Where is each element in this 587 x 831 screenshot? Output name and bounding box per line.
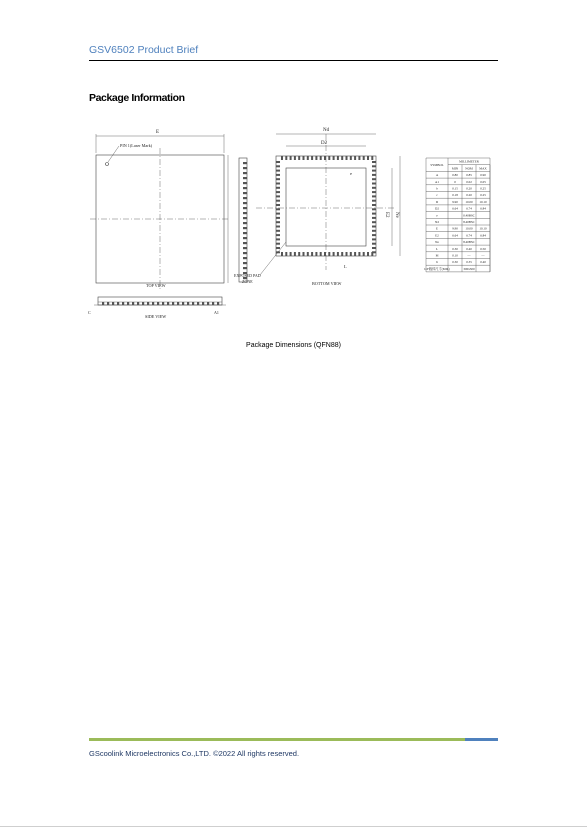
profile-lead [243,207,247,209]
dimension-label-e: E [156,130,160,135]
table-cell: 0.30 [452,246,458,251]
side-lead [197,302,199,305]
bottom-pad [276,208,280,210]
table-cell: M [435,253,439,258]
side-view-leads [102,302,219,305]
bottom-pad [372,170,376,172]
table-cell: A [435,173,439,178]
table-cell: 6.84 [480,233,486,238]
profile-lead [243,232,247,234]
bottom-pad [320,156,322,160]
table-cell: Nd [435,219,439,224]
bottom-pad [276,221,280,223]
package-drawing-figure [80,120,500,330]
bottom-pad [276,234,280,236]
profile-lead [243,222,247,224]
figure-caption: Package Dimensions (QFN88) [246,342,341,349]
table-cell: — [481,253,485,258]
profile-lead [243,227,247,229]
bottom-pad [372,195,376,197]
table-cell: E2 [435,233,439,238]
bottom-pad [372,161,376,163]
bottom-pad [372,238,376,240]
profile-lead [243,182,247,184]
bottom-pad [276,183,280,185]
bottom-pad [346,252,348,256]
profile-lead [243,217,247,219]
exposed-pad-zone-label: ZONE [242,279,253,284]
side-lead [117,302,119,305]
table-cell: 9.90 [452,226,458,231]
bottom-pad [298,156,300,160]
bottom-pad [363,156,365,160]
bottom-pad [276,247,280,249]
dimension-label-nd: Nd [323,128,330,133]
profile-lead [243,267,247,269]
table-cell: 10.00 [465,226,473,231]
profile-lead [243,212,247,214]
bottom-pad [303,252,305,256]
table-cell: D [435,199,439,204]
table-cell: c [436,193,438,198]
table-cell: 6.84 [480,206,486,211]
bottom-pad [358,252,360,256]
bottom-pad [367,156,369,160]
side-lead [207,302,209,305]
package-dimensions-drawing [80,120,500,330]
page-edge-rule [0,826,587,827]
bottom-pad [333,156,335,160]
side-lead [212,302,214,305]
bottom-pad [372,174,376,176]
table-cell: 10.00 [465,199,473,204]
bottom-pad [276,230,280,232]
bottom-pad [372,191,376,193]
side-lead [157,302,159,305]
table-cell: 0.20 [466,186,472,191]
bottom-pad [372,221,376,223]
bottom-pad [276,174,280,176]
profile-lead [243,237,247,239]
side-lead [182,302,184,305]
bottom-pad [372,208,376,210]
bottom-pad [324,252,326,256]
bottom-view-label: BOTTOM VIEW [312,281,342,286]
footer-bar-blue [465,738,498,741]
bottom-pad [276,170,280,172]
profile-lead [243,257,247,259]
table-cell: L [436,246,438,251]
table-cell: 6.74 [466,233,472,238]
table-cell: 6.74 [466,206,472,211]
bottom-pad [354,156,356,160]
dimension-table [424,158,490,272]
bottom-pad [367,252,369,256]
footer-color-bar [89,738,498,741]
bottom-view [256,134,400,270]
side-lead [122,302,124,305]
header-divider [89,60,498,61]
bottom-pad [358,156,360,160]
profile-lead [243,202,247,204]
bottom-pad [372,243,376,245]
bottom-pad [315,156,317,160]
table-cell: h [436,260,438,265]
table-cell: 0.18 [452,193,458,198]
table-cell: 0.02 [466,179,472,184]
bottom-pad [350,156,352,160]
bottom-pad [290,156,292,160]
side-lead [202,302,204,305]
table-cell: — [467,253,471,258]
bottom-pad [276,195,280,197]
section-title: Package Information [89,92,185,104]
bottom-pad [372,217,376,219]
bottom-pad [372,226,376,228]
bottom-pad [276,217,280,219]
table-cell: 0.40 [480,260,486,265]
side-lead [102,302,104,305]
table-cell: 0.90 [480,173,486,178]
bottom-pad [276,200,280,202]
table-cell: Ne [435,240,439,245]
pin1-label: PIN 1(Laser Mark) [120,143,153,148]
table-header-symbol: SYMBOL [430,163,444,168]
profile-lead [243,262,247,264]
table-cell: 0 [454,179,456,184]
side-lead [167,302,169,305]
profile-lead [243,162,247,164]
profile-lead [243,242,247,244]
bottom-pad [298,252,300,256]
profile-lead [243,177,247,179]
bottom-pad [371,156,373,160]
table-cell: 0.25 [480,193,486,198]
profile-lead [243,192,247,194]
document-header-title: GSV6502 Product Brief [89,44,199,56]
side-lead [147,302,149,305]
table-subheader: MAX [479,166,487,171]
side-lead [217,302,219,305]
bottom-pad [372,247,376,249]
side-profile-leads [243,162,247,279]
profile-lead [243,247,247,249]
side-lead [162,302,164,305]
table-cell: 8.40BSC [463,240,475,245]
bottom-pad [320,252,322,256]
bottom-pad [328,156,330,160]
profile-lead [243,172,247,174]
bottom-pad [276,226,280,228]
bottom-pad [303,156,305,160]
table-subheader: MIN [451,166,459,171]
bottom-pad [281,252,283,256]
bottom-pad [337,252,339,256]
table-cell: 0.25 [480,186,486,191]
side-lead [107,302,109,305]
table-cell: 0.40BSC [463,213,475,218]
table-cell: 6.64 [452,206,458,211]
dimension-label-ne: Ne [394,212,399,218]
bottom-pad [372,183,376,185]
side-lead [187,302,189,305]
bottom-pad [341,252,343,256]
side-lead [192,302,194,305]
table-cell: 0.15 [452,186,458,191]
bottom-pad [354,252,356,256]
bottom-pad [311,156,313,160]
dimension-label-l: L [344,264,347,269]
bottom-pad [363,252,365,256]
dimension-label-e: e [350,171,352,176]
bottom-pad [285,252,287,256]
bottom-pad [276,187,280,189]
table-cell: 0.20 [466,193,472,198]
table-cell: 0.50 [480,246,486,251]
bottom-pad [372,187,376,189]
bottom-pad [350,252,352,256]
profile-lead [243,197,247,199]
bottom-pad [281,156,283,160]
table-cell: 0.05 [480,179,486,184]
bottom-pad [372,178,376,180]
side-view-label: SIDE VIEW [145,314,167,319]
bottom-pad [372,230,376,232]
bottom-pad [328,252,330,256]
bottom-pad [294,156,296,160]
bottom-pad [276,243,280,245]
table-subheader: NOM [465,166,473,171]
profile-lead [243,187,247,189]
bottom-pad [346,156,348,160]
bottom-pad [276,204,280,206]
bottom-pad [285,156,287,160]
bottom-pad [324,156,326,160]
dimension-label-e2: E2 [384,212,389,218]
bottom-pad [337,156,339,160]
bottom-pad [372,213,376,215]
bottom-pad [372,200,376,202]
bottom-pad [276,191,280,193]
footer-copyright: GScoolink Microelectronics Co.,LTD. ©2022 All rights reserved. [89,749,300,758]
dimension-label-d2: D2 [321,141,328,146]
table-cell: A1 [435,179,439,184]
side-lead [152,302,154,305]
bottom-pad [307,252,309,256]
bottom-pad [372,165,376,167]
dimension-label-a1: A1 [214,310,219,315]
side-lead [127,302,129,305]
side-lead [172,302,174,305]
side-lead [132,302,134,305]
side-lead [142,302,144,305]
table-cell: 0.30 [452,260,458,265]
table-cell: 0.10 [452,253,458,258]
table-cell: 0.40 [466,246,472,251]
table-cell: L/F载体尺寸(MIL) [424,266,450,271]
side-lead [177,302,179,305]
table-cell: 10.10 [479,226,487,231]
profile-lead [243,252,247,254]
table-cell: 8.40BSC [463,219,475,224]
table-cell: 0.35 [466,260,472,265]
table-cell: E [436,226,438,231]
bottom-pad [276,213,280,215]
table-cell: D2 [435,206,439,211]
bottom-pad [372,234,376,236]
bottom-pad [315,252,317,256]
bottom-pad [372,204,376,206]
bottom-pad [276,165,280,167]
side-lead [112,302,114,305]
top-view-label: TOP VIEW [146,283,166,288]
table-cell: e [436,213,438,218]
bottom-pad [276,238,280,240]
table-cell: 6.64 [452,233,458,238]
table-cell: 0.85 [466,173,472,178]
bottom-pad [276,161,280,163]
bottom-pad [333,252,335,256]
dimension-label-c: C [88,310,91,315]
side-lead [137,302,139,305]
table-cell: 0.80 [452,173,458,178]
exposed-pad-label: EXPOSED PAD [234,273,261,278]
bottom-pad [294,252,296,256]
bottom-pad [276,178,280,180]
bottom-pad [372,251,376,253]
footer-bar-green [89,738,465,741]
table-cell: 300x300 [463,266,475,271]
bottom-pad [341,156,343,160]
table-cell: b [436,186,438,191]
profile-lead [243,167,247,169]
bottom-pad [311,252,313,256]
table-cell: 10.10 [479,199,487,204]
table-header-millimeter: MILLIMETER [459,159,479,164]
bottom-pad [290,252,292,256]
table-cell: 9.90 [452,199,458,204]
bottom-pad [307,156,309,160]
